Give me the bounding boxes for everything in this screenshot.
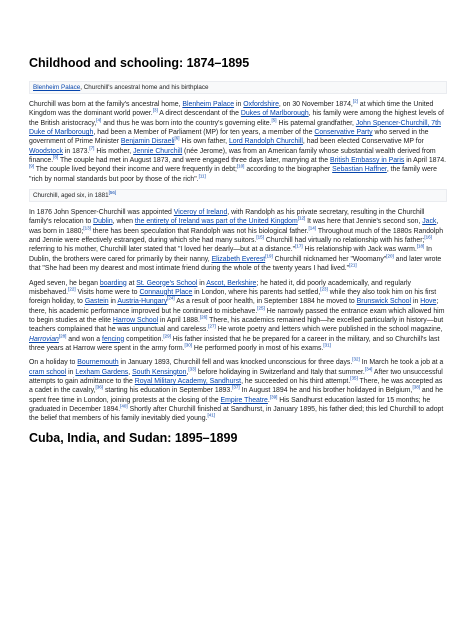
citation[interactable]: [32]: [352, 356, 360, 362]
article-link[interactable]: Harrovian: [29, 335, 59, 343]
paragraph-text: in April 1874.: [404, 157, 447, 165]
article-link[interactable]: Elizabeth Everest: [211, 255, 266, 263]
paragraph-text: His paternal grandfather,: [276, 119, 356, 127]
citation[interactable]: [40]: [120, 403, 128, 409]
citation[interactable]: [15]: [256, 234, 264, 240]
paragraph-text: His mother,: [94, 147, 134, 155]
paragraph-text: Churchill had virtually no relationship with his father;: [263, 237, 425, 245]
paragraph-sandhurst: [29, 358, 447, 423]
article-link[interactable]: Conservative Party: [314, 129, 373, 137]
paragraph-text: in London, where his parents had settled,: [192, 288, 321, 296]
paragraph-text: and later wrote that "She had been my dearest and most intimate friend during the whole of the twenty years I had lived.": [29, 255, 442, 273]
paragraph-text: ,: [186, 368, 189, 376]
paragraph-text: , when: [112, 218, 135, 226]
paragraph-text: The couple had met in August 1873, and were engaged three days later, marrying at the: [58, 157, 331, 165]
paragraph-text: in January 1893, Churchill fell and was knocked unconscious for three days.: [118, 359, 353, 367]
article-link[interactable]: South Kensington: [132, 368, 187, 376]
paragraph-text: , had been elected Conservative MP for: [302, 138, 424, 146]
paragraph-text: As a result of poor health, in September 1884 he moved to: [174, 298, 357, 306]
article-link[interactable]: Blenheim Palace: [182, 101, 235, 108]
article-link[interactable]: Hove: [420, 298, 437, 306]
paragraph-text: , the family were "rich by normal standards but poor by those of the rich".: [29, 166, 437, 183]
paragraph-text: In 1876 John Spencer-Churchill was appointed: [29, 209, 174, 217]
citation[interactable]: [27]: [208, 323, 216, 329]
article-link[interactable]: fencing: [102, 335, 125, 343]
citation[interactable]: [2]: [352, 98, 358, 104]
article-link[interactable]: Austria-Hungary: [117, 298, 168, 306]
paragraph-text: His Sandhurst education lasted for 15 months; he graduated in December 1894.: [29, 396, 431, 413]
citation[interactable]: [35]: [350, 375, 358, 381]
caption-link-blenheim[interactable]: Blenheim Palace: [33, 84, 81, 91]
article-link[interactable]: Dukes of Marlborough: [240, 110, 309, 118]
paragraph-text: in 1873.: [62, 147, 90, 155]
caption-text: Churchill, aged six, in 1881: [33, 192, 109, 200]
paragraph-text: Churchill nicknamed her "Woomany": [272, 255, 387, 263]
image-caption-blenheim: [29, 81, 447, 94]
paragraph-text: A direct descendant of the: [157, 110, 241, 118]
citation[interactable]: [14]: [308, 225, 317, 231]
article-link[interactable]: cram school: [29, 368, 67, 376]
paragraph-text: and won a: [66, 335, 103, 343]
citation[interactable]: [26]: [199, 314, 208, 320]
article-link[interactable]: St. George's School: [136, 279, 198, 287]
paragraph-text: Shortly after Churchill finished at Sandhurst, in January 1895, his father died; this led Churchill to adopt the belief that members of his family inevitably died young.: [29, 405, 444, 423]
paragraph-text: He narrowly passed the entrance exam which allowed him to begin studies at the elite: [29, 307, 445, 324]
paragraph-text: Aged seven, he began: [29, 279, 100, 287]
article-link[interactable]: John Spencer-Churchill, 7th Duke of Marlborough: [29, 119, 441, 137]
citation[interactable]: [7]: [89, 145, 95, 151]
citation[interactable]: [11]: [198, 173, 206, 179]
paragraph-text: , had been a Member of Parliament (MP) for ten years, a member of the: [93, 129, 315, 137]
paragraph-text: His relationship with Jack was warm.: [302, 246, 417, 254]
paragraph-text: , was born in 1880;: [29, 218, 439, 235]
citation[interactable]: [10]: [236, 164, 245, 170]
citation[interactable]: [36]: [95, 384, 104, 390]
citation[interactable]: [34]: [364, 366, 373, 372]
article-link[interactable]: Lexham Gardens: [75, 368, 129, 376]
citation[interactable]: [41]: [207, 413, 215, 419]
paragraph-text: according to the biographer: [244, 166, 333, 174]
paragraph-text: at: [126, 279, 137, 287]
citation[interactable]: [3]: [152, 108, 158, 114]
paragraph-text: in: [66, 368, 76, 376]
paragraph-text: , his family were among the highest levels of the British aristocracy,: [29, 110, 444, 127]
citation[interactable]: [13]: [83, 225, 91, 231]
citation[interactable]: [6]: [174, 136, 180, 142]
article-link[interactable]: Brunswick School: [356, 298, 412, 306]
paragraph-text: He wrote poetry and letters which were published in the school magazine,: [215, 326, 443, 334]
article-link[interactable]: Gastein: [84, 298, 109, 306]
article-link[interactable]: Oxfordshire: [243, 101, 279, 108]
paragraph-text: starting his education in September 1893.: [103, 387, 233, 395]
paragraph-text: and thus he was born into the country's governing elite.: [101, 119, 272, 127]
citation[interactable]: [19]: [265, 253, 273, 259]
article-link[interactable]: Woodstock: [29, 147, 63, 155]
citation[interactable]: [16]: [424, 234, 432, 240]
article-link[interactable]: Ascot, Berkshire: [206, 279, 257, 287]
article-link[interactable]: Royal Military Academy, Sandhurst: [134, 377, 242, 385]
citation[interactable]: [38]: [412, 384, 420, 390]
citation[interactable]: [25]: [257, 305, 265, 311]
paragraph-text: (née Jerome), was from an American family whose substantial wealth derived from finance.: [29, 147, 436, 165]
citation[interactable]: [5]: [271, 117, 277, 123]
article-link[interactable]: Lord Randolph Churchill: [228, 138, 303, 146]
paragraph-text: , he succeeded on his third attempt.: [241, 377, 351, 385]
citation[interactable]: [39]: [269, 394, 278, 400]
paragraph-text: in: [108, 298, 118, 306]
paragraph-birth: [29, 100, 447, 184]
citation[interactable]: [30]: [184, 342, 192, 348]
paragraph-text: His father insisted that he be prepared for a career in the military, and so Churchill's last three years at Harrow were spent in the army form.: [29, 335, 440, 352]
citation[interactable]: [23]: [320, 286, 328, 292]
citation[interactable]: [56]: [108, 190, 117, 195]
article-link[interactable]: Viceroy of Ireland: [173, 209, 228, 217]
paragraph-text: while they also took him on his first foreign holiday, to: [29, 288, 437, 306]
article-link[interactable]: Connaught Place: [139, 288, 193, 296]
article-link[interactable]: boarding: [99, 279, 127, 287]
paragraph-text: in: [197, 279, 207, 287]
paragraph-text: , with Randolph as his private secretary, resulting in the Churchill family's relocation to: [29, 209, 425, 226]
citation[interactable]: [37]: [232, 384, 240, 390]
article-link[interactable]: Benjamin Disraeli: [120, 138, 175, 146]
paragraph-text: ; he hated it, did poorly academically, and regularly misbehaved.: [29, 279, 411, 296]
paragraph-text: On a holiday to: [29, 359, 78, 367]
citation[interactable]: [33]: [188, 366, 196, 372]
citation[interactable]: [9]: [29, 164, 35, 170]
paragraph-text: , on 30 November 1874,: [278, 101, 353, 108]
paragraph-text: there has been speculation that Randolph was not his biological father.: [90, 227, 309, 235]
paragraph-text: There, his academics remained high—he excelled particularly in history—but teachers complained that he was unpunctual and careless.: [29, 316, 444, 334]
paragraph-text: ; there, his academic performance improved but he continued to misbehave.: [29, 298, 439, 315]
citation[interactable]: [21]: [349, 262, 357, 268]
paragraph-text: in: [411, 298, 421, 306]
paragraph-text: It was here that Jennie's second son,: [305, 218, 423, 226]
paragraph-dublin: [29, 208, 447, 273]
citation[interactable]: [29]: [163, 333, 171, 339]
citation[interactable]: [17]: [295, 244, 303, 250]
article-link[interactable]: Empire Theatre: [220, 396, 268, 404]
article-link[interactable]: Harrow School: [112, 316, 159, 324]
citation[interactable]: [20]: [386, 253, 394, 259]
paragraph-text: In March he took a job at a: [359, 359, 444, 367]
article-link[interactable]: Bournemouth: [77, 359, 119, 367]
paragraph-text: Visits home were to: [75, 288, 140, 296]
citation[interactable]: [18]: [416, 244, 425, 250]
citation[interactable]: [28]: [58, 333, 67, 339]
paragraph-text: and he spent free time in London, joining protests at the closing of the: [29, 387, 443, 404]
citation[interactable]: [24]: [167, 295, 175, 301]
paragraph-text: .: [267, 396, 270, 404]
citation[interactable]: [12]: [297, 216, 306, 222]
article-link[interactable]: Sebastian Haffner: [332, 166, 387, 174]
paragraph-text: There, he was accepted as a cadet in the cavalry,: [29, 377, 443, 395]
paragraph-text: The couple lived beyond their income and were frequently in debt;: [34, 166, 237, 174]
paragraph-text: ,: [128, 368, 133, 376]
caption-text: , Churchill's ancestral home and his birthplace: [80, 84, 209, 91]
article-link[interactable]: Dublin: [93, 218, 113, 226]
paragraph-text: competition.: [124, 335, 164, 343]
image-caption-aged-six: [29, 189, 447, 202]
citation[interactable]: [22]: [68, 286, 76, 292]
paragraph-text: His own father,: [179, 138, 229, 146]
citation[interactable]: [4]: [96, 117, 102, 123]
section-heading-childhood: Childhood and schooling: 1874–1895: [29, 56, 250, 70]
paragraph-text: Throughout much of the 1880s Randolph and Jennie were effectively estranged, during which she had many suitors.: [29, 227, 444, 245]
paragraph-text: He performed poorly in most of his exams.: [192, 344, 324, 352]
paragraph-text: in: [234, 101, 244, 108]
paragraph-text: referring to his mother, Churchill later stated that "I loved her dearly—but at a distance.": [29, 246, 296, 254]
paragraph-text: in April 1888.: [158, 316, 200, 324]
section-heading-cuba-india-sudan: Cuba, India, and Sudan: 1895–1899: [29, 430, 238, 445]
citation[interactable]: [31]: [323, 342, 331, 348]
article-link[interactable]: Jack: [422, 218, 437, 226]
paragraph-text: After two unsuccessful attempts to gain admittance to the: [29, 368, 443, 385]
paragraph-text: In Dublin, the brothers were cared for primarily by their nanny,: [29, 246, 432, 263]
paragraph-text: In August 1894 he and his brother holidayed in Belgium,: [239, 387, 413, 395]
article-link[interactable]: the entirety of Ireland was part of the United Kingdom: [134, 218, 298, 226]
citation[interactable]: [8]: [53, 154, 59, 160]
article-link[interactable]: British Embassy in Paris: [330, 157, 405, 165]
article-link[interactable]: Jennie Churchill: [133, 147, 183, 155]
paragraph-text: before holidaying in Switzerland and Italy that summer.: [195, 368, 365, 376]
paragraph-text: Churchill was born at the family's ancestral home,: [29, 101, 183, 108]
paragraph-schooling: [29, 279, 447, 354]
paragraph-text: who served in the government of Prime Minister: [29, 129, 429, 146]
paragraph-text: at which time the United Kingdom was the dominant world power.: [29, 101, 434, 118]
